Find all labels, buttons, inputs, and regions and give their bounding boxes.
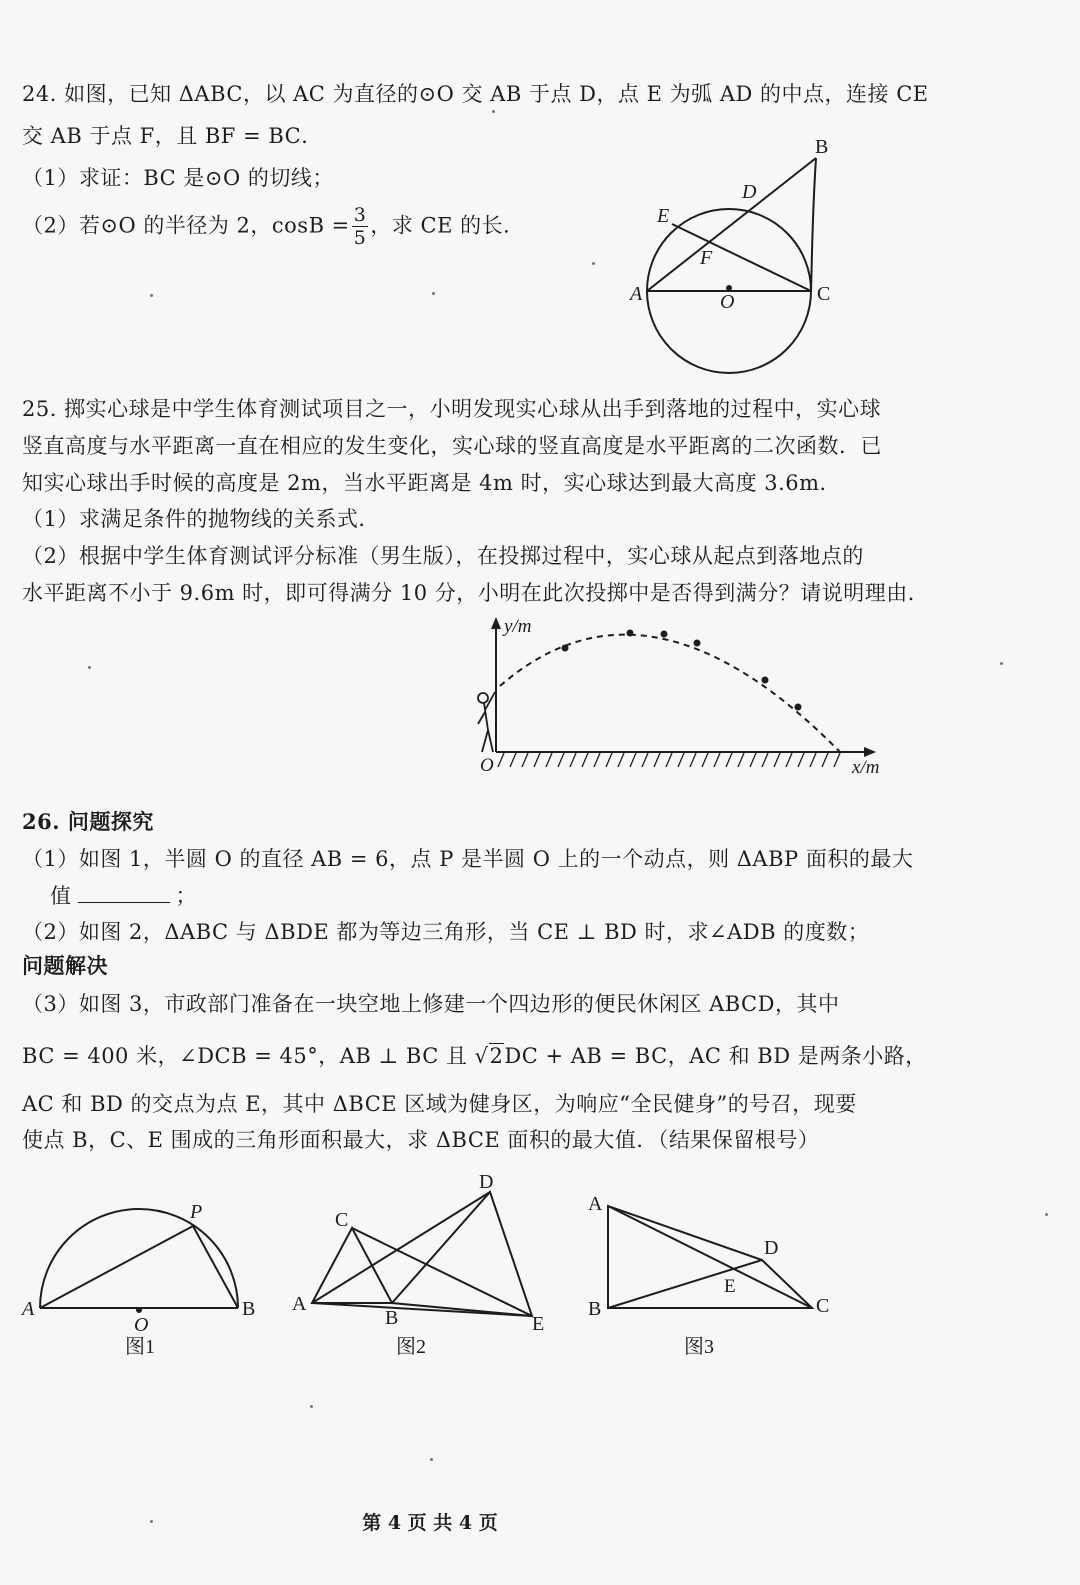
q25-part1: （1）求满足条件的抛物线的关系式． [22, 507, 380, 531]
q26-part3-line2-b: DC + AB = BC，AC 和 BD 是两条小路， [504, 1044, 927, 1068]
q25-trajectory-curve [500, 635, 840, 752]
fig1-center-point [136, 1307, 142, 1313]
scan-speck [88, 666, 91, 669]
q26-sqrt-radicand: 2 [489, 1044, 504, 1068]
q24-fraction [352, 206, 369, 248]
q25-stem-line2: 竖直高度与水平距离一直在相应的发生变化，实心球的竖直高度是水平距离的二次函数．已 [22, 434, 882, 458]
q25-ground-hatching [498, 753, 840, 767]
q25-x-arrow [864, 747, 876, 757]
scan-speck [430, 1458, 433, 1461]
fig2-label-e: E [532, 1313, 545, 1335]
fig2-triangle-abc [312, 1228, 392, 1303]
q25-figure [470, 610, 910, 785]
q26-answer-blank [78, 884, 170, 903]
q26-part1-line2 [50, 880, 197, 910]
fig3-label-e: E [724, 1276, 736, 1297]
q25-part2-line2: 水平距离不小于 9.6m 时，即可得满分 10 分，小明在此次投掷中是否得到满分？请说明理由． [22, 581, 930, 605]
q26-part3-line3: AC 和 BD 的交点为点 E，其中 ΔBCE 区域为健身区，为响应“全民健身”的号召，现要 [22, 1092, 857, 1116]
q26-title: 26. 问题探究 [22, 809, 154, 834]
q24-part1: （1）求证：BC 是⊙O 的切线； [22, 166, 334, 190]
q26-part3-line1: （3）如图 3，市政部门准备在一块空地上修建一个四边形的便民休闲区 ABCD，其中 [22, 992, 840, 1016]
q24-frac-den: 5 [353, 227, 367, 249]
q26-part3-line2 [22, 1040, 927, 1070]
scan-speck [150, 294, 153, 297]
scan-speck [432, 292, 435, 295]
q24-part2-before: （2）若⊙O 的半径为 2，cosB = [22, 213, 350, 238]
fig1-label-p: P [190, 1201, 203, 1223]
fig2-caption: 图2 [396, 1336, 426, 1358]
sqrt-symbol: √ [474, 1044, 489, 1068]
q25-ball-point [627, 630, 634, 637]
q24-frac-num: 3 [353, 204, 367, 226]
scan-speck [592, 262, 595, 265]
q24-stem-line1: 24. 如图，已知 ΔABC，以 AC 为直径的⊙O 交 AB 于点 D，点 E 为弧 AD 的中点，连接 CE [22, 82, 929, 106]
q25-ball-point [762, 677, 769, 684]
fig3-label-a: A [588, 1193, 603, 1215]
fig1-caption: 图1 [125, 1336, 155, 1358]
fig1-segment-pb [193, 1226, 238, 1308]
q26-figure-1 [15, 1190, 275, 1360]
q25-y-arrow [491, 617, 501, 629]
q24-label-e: E [657, 205, 670, 227]
q26-part1-line1: （1）如图 1，半圆 O 的直径 AB = 6，点 P 是半圆 O 上的一个动点，则 ΔABP 面积的最大 [22, 847, 914, 871]
q26-part1-before: 值 [50, 884, 72, 908]
q24-label-f: F [700, 247, 713, 269]
fig2-label-b: B [385, 1307, 399, 1329]
q26-part1-after: ； [175, 884, 197, 908]
fig1-label-b: B [242, 1298, 256, 1320]
fig3-path-bd [608, 1260, 762, 1308]
q25-ball-point [562, 645, 569, 652]
q24-label-d: D [742, 181, 757, 203]
q25-part2-line1: （2）根据中学生体育测试评分标准（男生版），在投掷过程中，实心球从起点到落地点的 [22, 544, 864, 568]
q25-ball-point [661, 631, 668, 638]
q26-part3-line2-a: BC = 400 米，∠DCB = 45°，AB ⊥ BC 且 [22, 1044, 475, 1068]
fig3-path-ac [608, 1206, 812, 1308]
q26-figure-3 [580, 1185, 840, 1360]
q25-thrower-figure [478, 692, 495, 752]
scan-speck [1045, 1213, 1048, 1216]
q25-y-axis-label: y/m [504, 616, 532, 637]
q24-figure [620, 130, 850, 380]
q24-stem-line2: 交 AB 于点 F，且 BF = BC． [22, 124, 323, 148]
fig3-label-d: D [764, 1237, 779, 1259]
fig1-label-o: O [134, 1314, 149, 1336]
q25-origin-label: O [480, 755, 494, 776]
q26-part2: （2）如图 2，ΔABC 与 ΔBDE 都为等边三角形，当 CE ⊥ BD 时，求∠ADB 的度数； [22, 920, 870, 944]
scan-speck [492, 110, 495, 113]
q26-section-heading: 问题解决 [22, 953, 108, 978]
fig2-label-c: C [335, 1209, 349, 1231]
q25-x-axis-label: x/m [852, 757, 880, 778]
fig3-caption: 图3 [684, 1336, 714, 1358]
q24-label-o: O [720, 291, 735, 313]
fig3-label-c: C [816, 1295, 830, 1317]
q26-figure-2 [285, 1165, 565, 1360]
q25-ball-point [694, 640, 701, 647]
scan-speck [1000, 662, 1003, 665]
fig2-label-d: D [479, 1171, 494, 1193]
page-footer: 第 4 页 共 4 页 [362, 1512, 498, 1534]
q25-stem-line1: 25. 掷实心球是中学生体育测试项目之一，小明发现实心球从出手到落地的过程中，实心球 [22, 397, 882, 421]
fig3-label-b: B [588, 1298, 602, 1320]
q24-part2 [22, 206, 525, 248]
q24-part2-after: ，求 CE 的长． [370, 213, 525, 238]
q24-segment-bc [811, 158, 816, 291]
scan-speck [310, 1405, 313, 1408]
fig2-label-a: A [292, 1293, 307, 1315]
q25-ball-point [795, 704, 802, 711]
q26-part3-line4: 使点 B，C、E 围成的三角形面积最大，求 ΔBCE 面积的最大值．（结果保留根号） [22, 1128, 820, 1152]
q24-label-c: C [817, 283, 831, 305]
q24-label-a: A [630, 283, 643, 305]
q24-segment-ec [672, 224, 811, 291]
fig1-label-a: A [22, 1298, 35, 1320]
q24-label-b: B [815, 136, 829, 158]
q25-stem-line3: 知实心球出手时候的高度是 2m，当水平距离是 4m 时，实心球达到最大高度 3.6m． [22, 471, 842, 495]
scan-speck [150, 1520, 153, 1523]
fig1-segment-ap [40, 1226, 193, 1308]
